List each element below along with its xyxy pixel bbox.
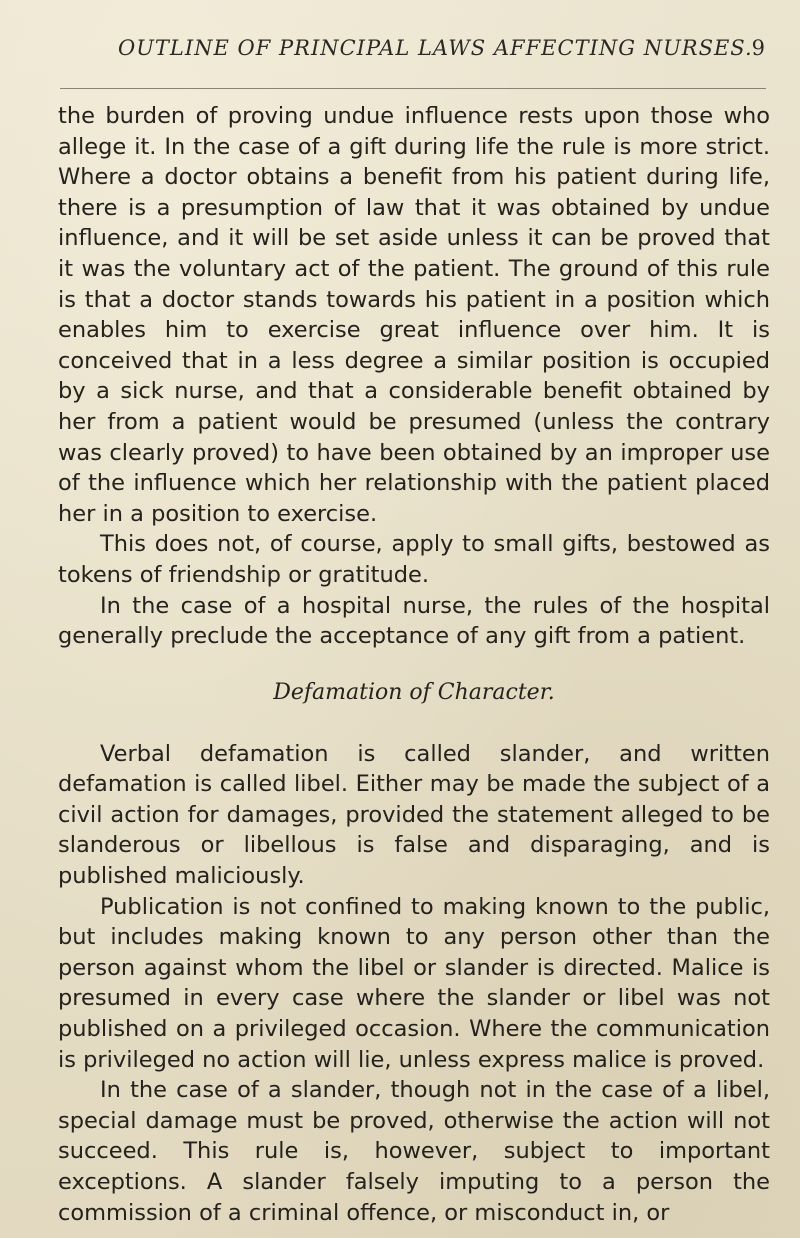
- running-head-title: OUTLINE OF PRINCIPAL LAWS AFFECTING NURSES.: [118, 36, 753, 60]
- running-head: [118, 36, 766, 76]
- page-number: 9: [751, 36, 766, 60]
- paragraph: Verbal defamation is called slander, and written defamation is called libel. Either may be made the subject of a civil action for damages, provided the statement alleged to be slanderous or libellous is false and disparaging, and is published maliciously.: [58, 740, 770, 890]
- paragraph: In the case of a slander, though not in the case of a libel, special damage must be proved, otherwise the action will not succeed. This rule is, however, subject to important exceptions. A slander falsely imputing to a person the commission of a criminal offence, or misconduct in, or: [58, 1077, 770, 1226]
- paragraph: the burden of proving undue influence rests upon those who allege it. In the case of a gift during life the rule is more strict. Where a doctor obtains a benefit from his patient during life, there is a presumption of law that it was obtained by undue influence, and it will be set aside unless it can be proved that it was the voluntary act of the patient. The ground of this rule is that a doctor stands towards his patient in a position which enables him to exercise great influence over him. It is conceived that in a less degree a similar position is occupied by a sick nurse, and that a considerable benefit obtained by her from a patient would be presumed (unless the contrary was clearly proved) to have been obtained by an improper use of the influence which her relationship with the patient placed her in a position to exercise.: [58, 103, 770, 527]
- paragraph: This does not, of course, apply to small gifts, bestowed as tokens of friendship or gratitude.: [58, 531, 770, 588]
- header-rule: [60, 88, 766, 89]
- section-heading: Defamation of Character.: [273, 679, 555, 705]
- paragraph: In the case of a hospital nurse, the rules of the hospital generally preclude the acceptance of any gift from a patient.: [58, 592, 770, 650]
- body-text: [58, 101, 770, 1228]
- paragraph: Publication is not confined to making known to the public, but includes making known to any person other than the person against whom the libel or slander is directed. Malice is presumed in every case where the slander or libel was not published on a privileged occasion. Where the communication is privileged no action will lie, unless express malice is proved.: [58, 893, 770, 1073]
